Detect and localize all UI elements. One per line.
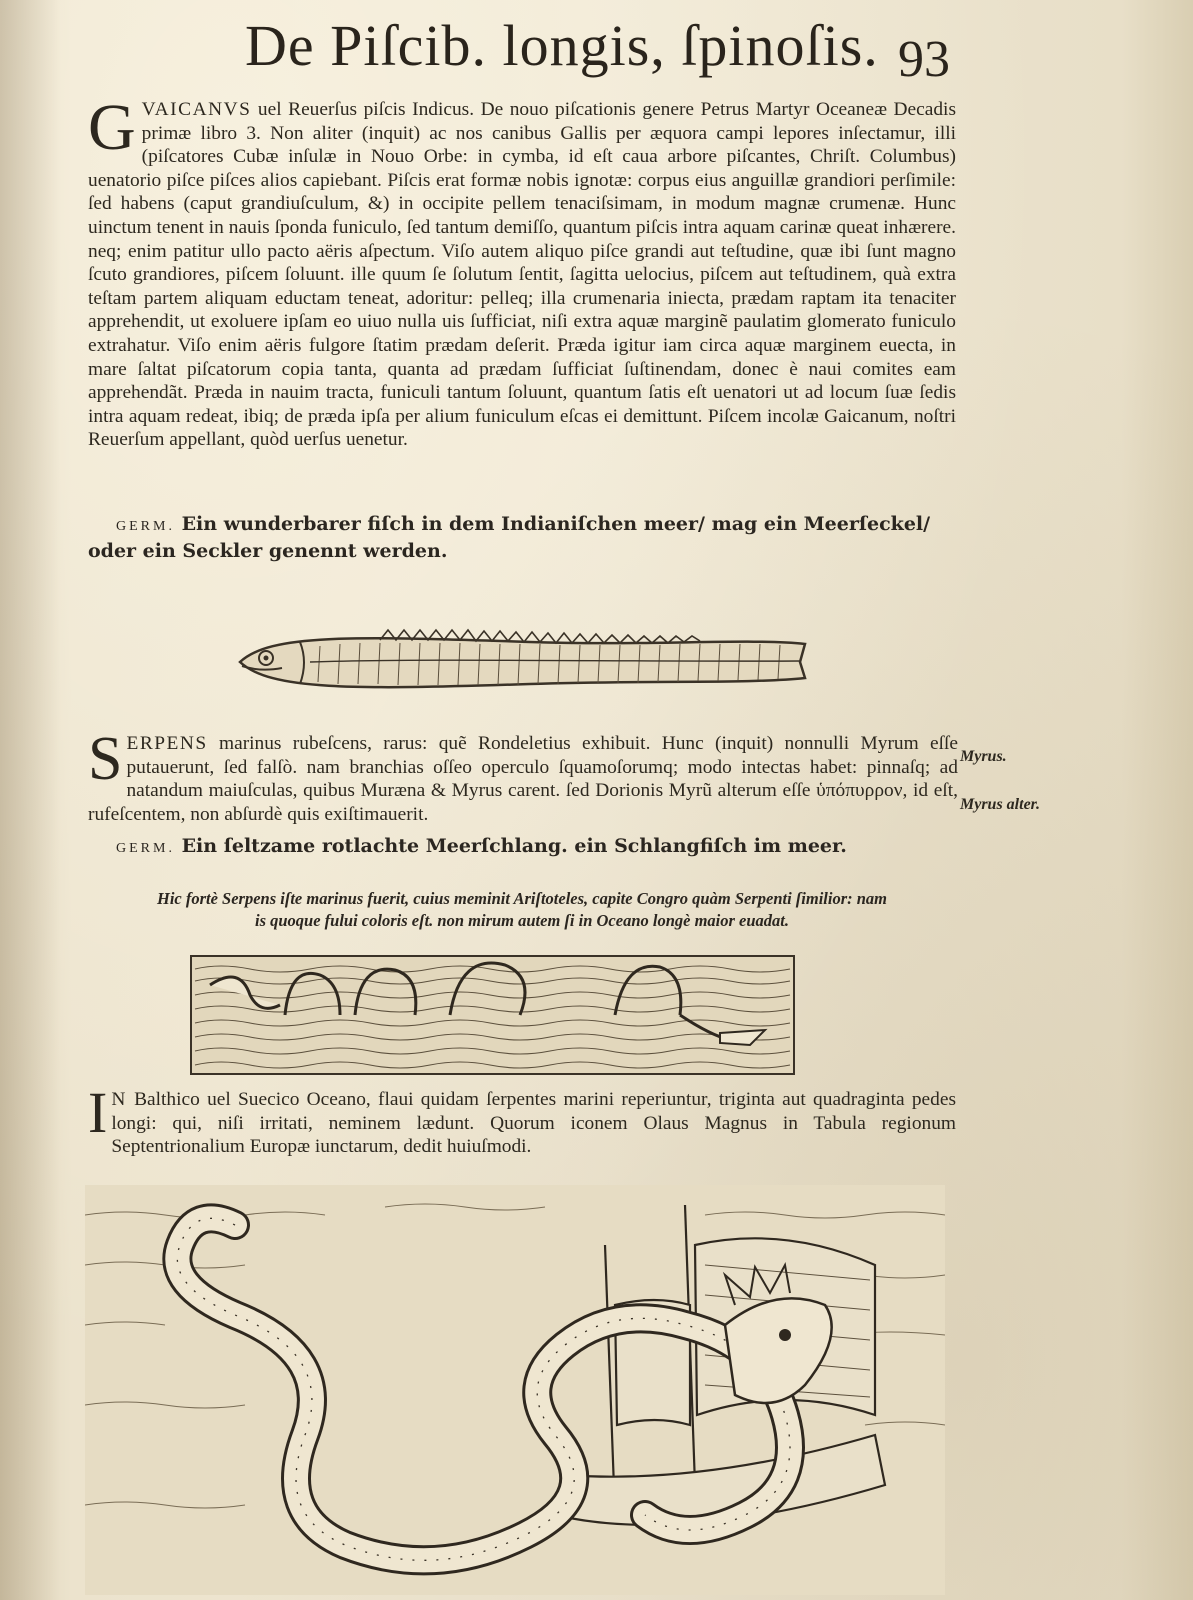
- drop-cap: I: [88, 1080, 108, 1145]
- caption-line: Hic fortè Serpens iſte marinus fuerit, cuius meminit Ariſtoteles, capite Congro quàm Serpenti ſimilior: nam: [156, 889, 888, 908]
- woodcut-sea-serpent-waves: [190, 955, 795, 1075]
- german-name-line: [88, 512, 958, 563]
- german-name-line: [88, 834, 958, 861]
- caption-line: is quoque fului coloris eſt. non mirum autem ſi in Oceano longè maior euadat.: [254, 911, 790, 930]
- paragraph-balthico: [88, 1080, 956, 1159]
- lead-word: N: [111, 1089, 127, 1110]
- page-number: 93: [898, 31, 950, 88]
- margin-note-myrus-alter: Myrus alter.: [960, 796, 1041, 813]
- illustration-caption: [112, 888, 932, 932]
- lead-word: VAICANVS: [141, 99, 252, 120]
- lead-word: ERPENS: [126, 733, 208, 754]
- margin-note-myrus: Myrus.: [960, 748, 1007, 765]
- woodcut-sea-serpent-attacking-ship: [85, 1185, 945, 1595]
- paragraph-text: uel Reuerſus piſcis Indicus. De nouo piſcationis genere Petrus Martyr Oceaneæ Decadis primæ libro 3. Non aliter (inquit) ac nos canibus Gallis per æquora campi lepores inſectamur, illi (piſcatores Cubæ inſulæ in Nouo Orbe: in cymba, id eſt caua arbore piſcantes, Chriſt. Columbus) uenatorio piſce piſces alios capiebant. Piſcis erat formæ nobis ignotæ: corpus eius anguillæ grandiori perſimile: ſed habens (caput grandiuſculum, &) in occipite pellem tenaciſsimam, in modum magnæ crumenæ. Hunc uinctum tenent in nauis ſponda funiculo, ſed tantum demiſſo, quantum piſcis intra aquam carinæ queat inhærere. neq; enim patitur ullo pacto aëris aſpectum. Viſo autem aliquo piſce grandi aut teſtudine, quæ ibi ſunt magno ſcuto grandiores, piſcem ſoluunt. ille quum ſe ſolutum ſentit, ſagitta uelocius, piſcem aut teſtudinem, quà extra teſtam partem aliquam eductam teneat, adoritur: pelleq; illa crumenaria iniecta, prædam raptam ita tenaciter apprehendit, ut exoluere ipſam eo uiuo nulla uis ſufficiat, niſi extra aquæ marginẽ paulatim glomerato funiculo extrahatur. Viſo enim aëris fulgore ſtatim prædam deſerit. Præda igitur iam circa aquæ marginem euecta, in mare ſaltat piſcatorum copia tanta, quanta ad prædam ſufficiat ſuſtinendam, donec è naui comites eam apprehendãt. Præda in nauim tracta, funiculi tantum ſoluunt, quantum ſatis eſt uenatori ut ad locum ſuæ ſedis intra aquam redeat, ibiq; de præda ipſa per alium funiculum eſcas ei demittunt. Piſcem incolæ Gaicanum, noſtri Reuerſum appellant, quòd uerſus uenetur.: [88, 99, 956, 451]
- page-gutter-shadow: [0, 0, 60, 1600]
- woodcut-eel-illustration: [230, 628, 820, 696]
- paragraph-text: marinus rubeſcens, rarus: quẽ Rondeletius exhibuit. Hunc (inquit) nonnulli Myrum eſſe putauerunt, ſed falſò. nam branchias oſſeo operculo ſquamoſorumq; modo intectas habet: pinnaſq; ad natandum maiuſculas, quibus Muræna & Myrus carent. ſed Dorionis Myrũ alterum eſſe ὑπόπυρρον, id eſt, rufeſcentem, non abſurdè quis exiſtimauerit.: [88, 733, 958, 825]
- german-text: Ein ſeltzame rotlachte Meerſchlang. ein Schlangfiſch im meer.: [181, 835, 847, 857]
- germ-tag: GERM.: [116, 841, 175, 856]
- running-head-title: De Piſcib. longis, ſpinoſis.: [245, 13, 879, 78]
- paragraph-text: Balthico uel Suecico Oceano, flaui quidam ſerpentes marini reperiuntur, triginta aut quadraginta pedes longi: qui, niſi irritati, neminem lædunt. Quorum iconem Olaus Magnus in Tabula regionum Septentrionalium Europæ iunctarum, dedit huiuſmodi.: [111, 1089, 956, 1158]
- drop-cap: G: [88, 91, 136, 164]
- drop-cap: S: [88, 725, 123, 793]
- german-text: Ein wunderbarer fiſch in dem Indianiſchen meer/ mag ein Meerſeckel/ oder ein Seckler genennt werden.: [88, 513, 931, 562]
- paragraph-serpens: [88, 725, 958, 826]
- germ-tag: GERM.: [116, 519, 175, 534]
- paragraph-guaicanus: [88, 91, 956, 452]
